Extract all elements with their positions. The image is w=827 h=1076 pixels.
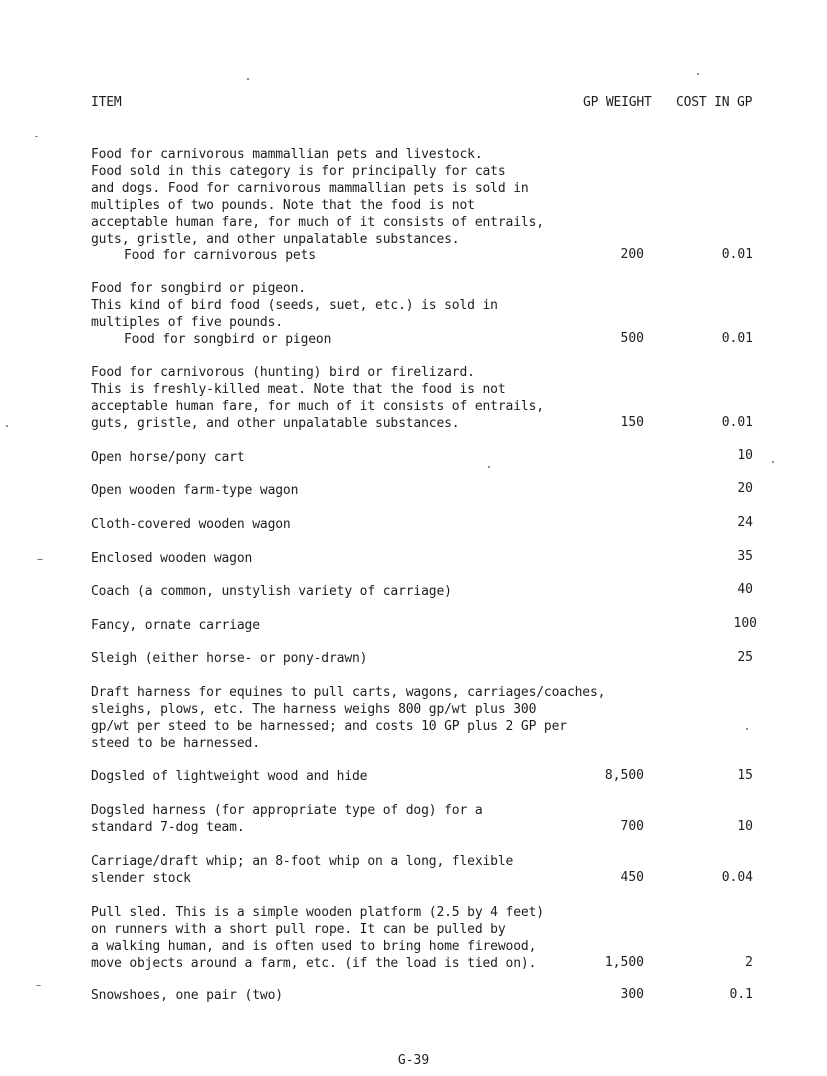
entry-cost: 15 bbox=[737, 768, 753, 783]
entry-line: Food sold in this category is for principally for cats bbox=[91, 164, 506, 179]
column-header-item: ITEM bbox=[91, 95, 122, 110]
entry-line: slender stock bbox=[91, 871, 191, 886]
entry-line: Fancy, ornate carriage bbox=[91, 618, 260, 633]
entry-line: Open horse/pony cart bbox=[91, 450, 245, 465]
entry-cost: 24 bbox=[737, 515, 753, 530]
entry-subitem-name: Food for songbird or pigeon bbox=[124, 332, 332, 347]
entry-line: guts, gristle, and other unpalatable substances. bbox=[91, 416, 460, 431]
page-number: G-39 bbox=[397, 1053, 430, 1068]
entry-line: move objects around a farm, etc. (if the load is tied on). bbox=[91, 956, 537, 971]
entry-cost: 10 bbox=[737, 448, 753, 463]
entry-cost: 25 bbox=[737, 650, 753, 665]
entry-line: This is freshly-killed meat. Note that the food is not bbox=[91, 382, 506, 397]
scan-speck bbox=[772, 461, 774, 463]
entry-line: Dogsled of lightweight wood and hide bbox=[91, 769, 368, 784]
column-header-cost: COST IN GP bbox=[676, 95, 753, 110]
entry-line: Pull sled. This is a simple wooden platform (2.5 by 4 feet) bbox=[91, 905, 544, 920]
entry-line: sleighs, plows, etc. The harness weighs 800 gp/wt plus 300 bbox=[91, 702, 537, 717]
entry-line: Carriage/draft whip; an 8-foot whip on a long, flexible bbox=[91, 854, 514, 869]
entry-weight: 8,500 bbox=[604, 768, 644, 783]
entry-weight: 200 bbox=[620, 247, 644, 262]
entry-line: gp/wt per steed to be harnessed; and costs 10 GP plus 2 GP per bbox=[91, 719, 567, 734]
entry-cost: 0.01 bbox=[721, 415, 753, 430]
entry-line: Food for carnivorous mammallian pets and livestock. bbox=[91, 147, 483, 162]
entry-line: multiples of five pounds. bbox=[91, 315, 283, 330]
entry-line: acceptable human fare, for much of it consists of entrails, bbox=[91, 399, 544, 414]
entry-weight: 150 bbox=[620, 415, 644, 430]
scan-speck bbox=[6, 425, 8, 427]
entry-cost: 20 bbox=[737, 481, 753, 496]
entry-line: Food for carnivorous (hunting) bird or firelizard. bbox=[91, 365, 475, 380]
entry-line: Coach (a common, unstylish variety of carriage) bbox=[91, 584, 452, 599]
scan-speck bbox=[247, 78, 249, 80]
entry-line: steed to be harnessed. bbox=[91, 736, 260, 751]
entry-line: Food for songbird or pigeon. bbox=[91, 281, 306, 296]
entry-line: and dogs. Food for carnivorous mammallian pets is sold in bbox=[91, 181, 529, 196]
scan-speck bbox=[35, 136, 38, 137]
entry-line: Dogsled harness (for appropriate type of dog) for a bbox=[91, 803, 483, 818]
entry-line: Draft harness for equines to pull carts, wagons, carriages/coaches, bbox=[91, 685, 606, 700]
entry-line: Snowshoes, one pair (two) bbox=[91, 988, 283, 1003]
entry-line: guts, gristle, and other unpalatable substances. bbox=[91, 232, 460, 247]
scan-speck bbox=[488, 466, 490, 468]
entry-line: on runners with a short pull rope. It can be pulled by bbox=[91, 922, 506, 937]
entry-line: multiples of two pounds. Note that the food is not bbox=[91, 198, 475, 213]
entry-weight: 500 bbox=[620, 331, 644, 346]
entry-cost: 10 bbox=[737, 819, 753, 834]
entry-weight: 450 bbox=[620, 870, 644, 885]
entry-line: acceptable human fare, for much of it consists of entrails, bbox=[91, 215, 544, 230]
entry-weight: 1,500 bbox=[604, 955, 644, 970]
entry-line: standard 7-dog team. bbox=[91, 820, 245, 835]
scan-speck bbox=[37, 559, 43, 560]
scan-speck bbox=[746, 728, 748, 730]
scan-speck bbox=[697, 73, 699, 75]
entry-cost: 35 bbox=[737, 549, 753, 564]
entry-subitem-name: Food for carnivorous pets bbox=[124, 248, 316, 263]
scan-speck bbox=[36, 985, 41, 986]
entry-cost: 100 bbox=[733, 616, 757, 631]
entry-line: Sleigh (either horse- or pony-drawn) bbox=[91, 651, 368, 666]
entry-cost: 0.1 bbox=[729, 987, 753, 1002]
entry-line: a walking human, and is often used to bring home firewood, bbox=[91, 939, 537, 954]
entry-line: Enclosed wooden wagon bbox=[91, 551, 253, 566]
entry-line: Open wooden farm-type wagon bbox=[91, 483, 299, 498]
column-header-weight: GP WEIGHT bbox=[583, 95, 652, 110]
entry-cost: 0.01 bbox=[721, 331, 753, 346]
entry-weight: 700 bbox=[620, 819, 644, 834]
entry-cost: 40 bbox=[737, 582, 753, 597]
entry-line: This kind of bird food (seeds, suet, etc.) is sold in bbox=[91, 298, 498, 313]
entry-cost: 2 bbox=[745, 955, 753, 970]
entry-cost: 0.04 bbox=[721, 870, 753, 885]
entry-line: Cloth-covered wooden wagon bbox=[91, 517, 291, 532]
entry-weight: 300 bbox=[620, 987, 644, 1002]
entry-cost: 0.01 bbox=[721, 247, 753, 262]
